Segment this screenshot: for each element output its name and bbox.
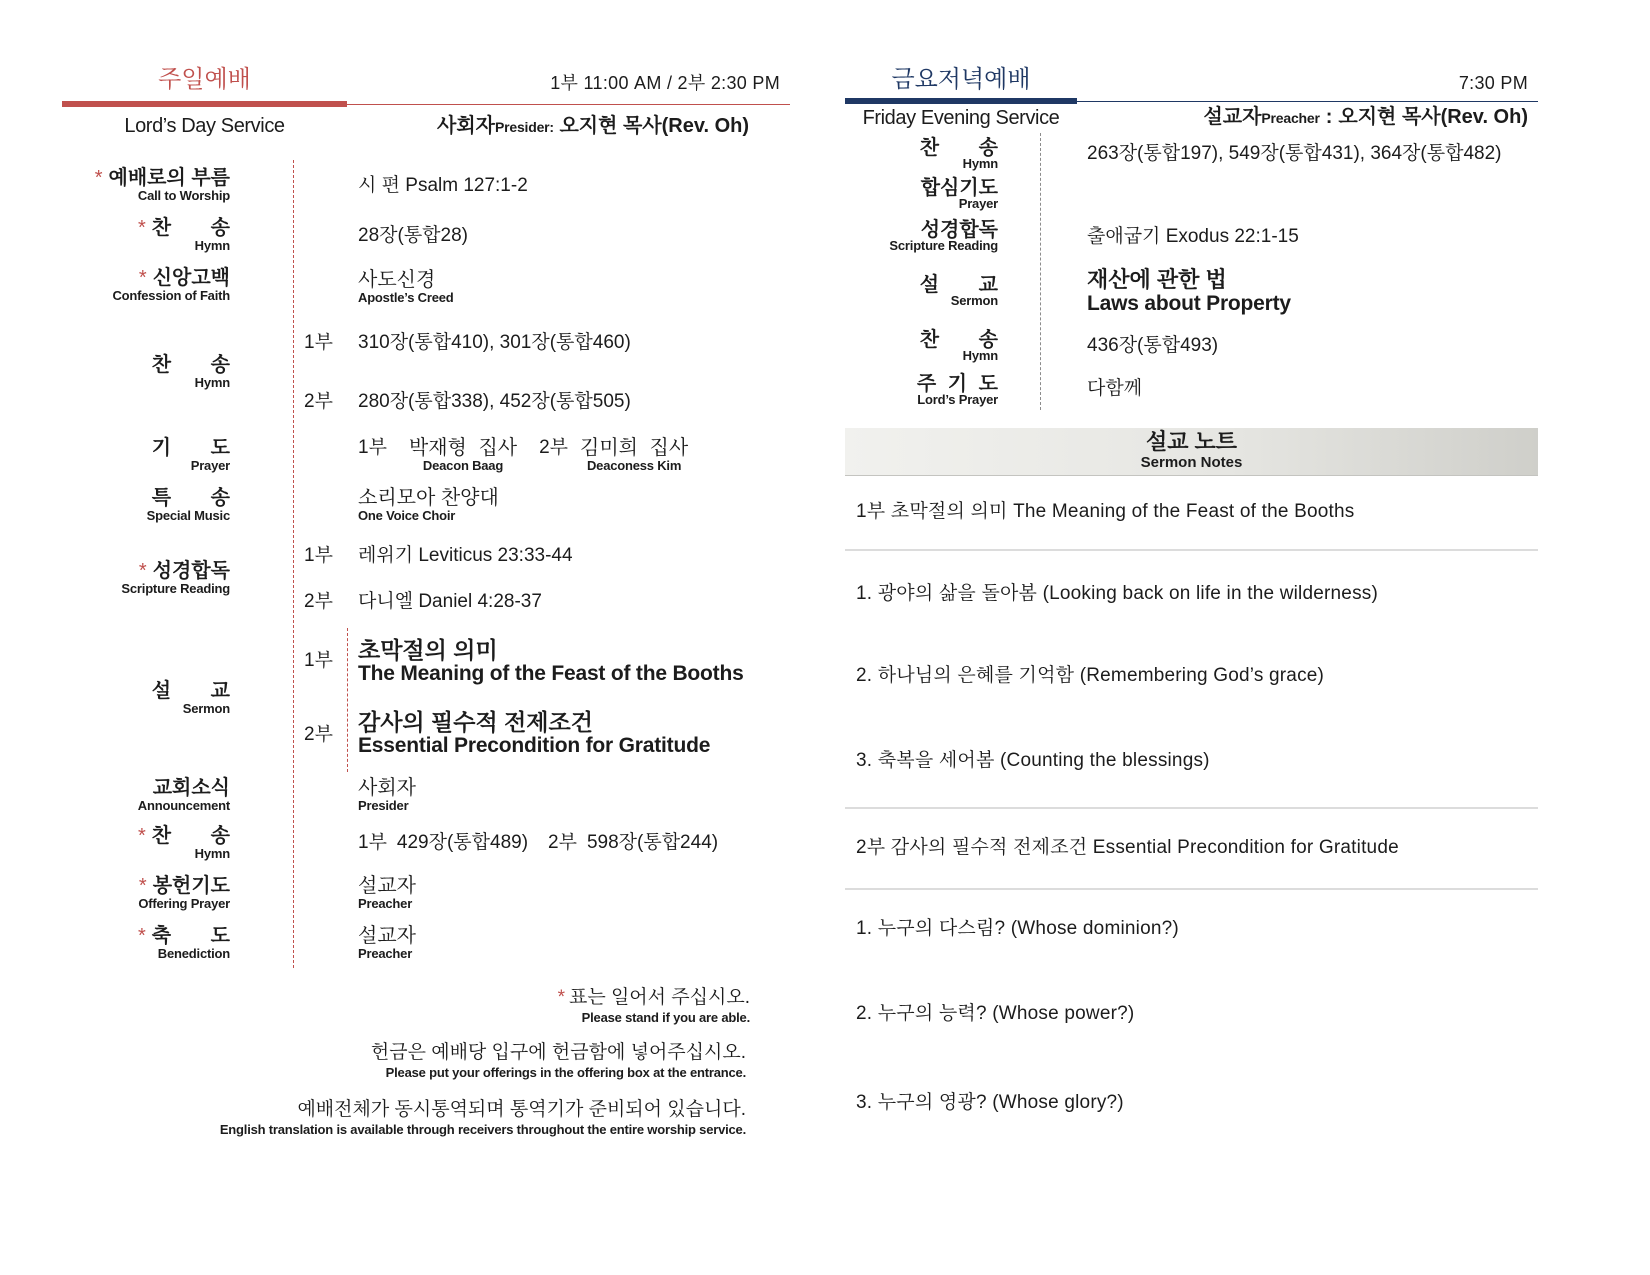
scripture-part1-text: 레위기 Leviticus 23:33-44	[358, 545, 573, 566]
label-en: Scripture Reading	[121, 581, 230, 596]
friday-scripture-text: 출애굽기 Exodus 22:1-15	[1087, 226, 1299, 247]
label-en: Scripture Reading	[889, 238, 998, 253]
friday-sermon-title	[1087, 268, 1291, 316]
sermon-notes-header	[845, 428, 1538, 476]
sunday-time: 1부 11:00 AM / 2부 2:30 PM	[550, 73, 780, 93]
content-en: Preacher	[358, 896, 413, 911]
label-ko: 기 도	[151, 437, 230, 459]
content-ko: 소리모아 찬양대	[358, 487, 499, 509]
label-en: Hymn	[962, 156, 998, 171]
label-en: Offering Prayer	[138, 896, 230, 911]
label-scripture-reading	[60, 560, 230, 596]
friday-closing-hymn-text: 436장(통합493)	[1087, 335, 1219, 356]
offering-prayer-text	[358, 875, 416, 911]
sermon-note-point: 1. 광야의 삶을 돌아봄 (Looking back on life in the wilderness)	[856, 583, 1378, 604]
preacher-separator: :	[1325, 106, 1333, 128]
note-en: Please put your offerings in the offering box at the entrance.	[385, 1065, 746, 1080]
label-sermon	[828, 276, 998, 308]
label-en: Call to Worship	[137, 188, 230, 203]
stand-mark: *	[94, 167, 103, 189]
friday-hymn-text: 263장(통합197), 549장(통합431), 364장(통합482)	[1087, 143, 1502, 164]
sunday-presider	[437, 114, 749, 139]
benediction-text	[358, 925, 416, 961]
label-ko: 찬 송	[151, 354, 230, 376]
label-ko: 예배로의 부름	[108, 167, 230, 189]
label-en: Hymn	[194, 846, 230, 861]
sermon-title-part1	[358, 638, 744, 686]
sermon-note-point: 3. 누구의 영광? (Whose glory?)	[856, 1092, 1124, 1113]
friday-title-bar	[845, 98, 1077, 104]
note-offering	[100, 1042, 746, 1080]
content-en: Preacher	[358, 946, 413, 961]
label-en: Sermon	[950, 293, 998, 308]
sermon-note-heading: 1부 초막절의 의미 The Meaning of the Feast of the Booths	[856, 501, 1355, 522]
sunday-divider	[293, 160, 294, 968]
service-part-label: 1부	[304, 650, 333, 671]
preacher-name: 오지현 목사(Rev. Oh)	[1338, 106, 1528, 128]
sermon-note-point: 3. 축복을 세어봄 (Counting the blessings)	[856, 750, 1210, 771]
service-part-label: 1부	[358, 437, 387, 458]
closing-hymn-text	[358, 832, 718, 854]
sermon-title-en: Laws about Property	[1087, 292, 1291, 315]
stand-mark: *	[138, 825, 146, 847]
label-announcement	[60, 777, 230, 813]
label-ko: 설 교	[919, 274, 998, 296]
stand-mark: *	[138, 217, 146, 239]
label-ko: 찬 송	[151, 825, 230, 847]
content-en: Presider	[358, 798, 409, 813]
label-en: Hymn	[194, 375, 230, 390]
scripture-part2-text: 다니엘 Daniel 4:28-37	[358, 591, 542, 612]
label-lords-prayer	[828, 375, 998, 407]
label-ko: 봉헌기도	[152, 875, 230, 897]
sunday-header-rule	[347, 104, 790, 105]
stand-mark: *	[138, 875, 147, 897]
hymn-part2-text: 280장(통합338), 452장(통합505)	[358, 391, 631, 412]
note-ko: 표는 일어서 주십시오.	[568, 987, 750, 1008]
service-part-label: 2부	[548, 832, 577, 853]
preacher-label-ko: 설교자	[1203, 106, 1262, 128]
label-scripture-reading	[828, 221, 998, 253]
label-ko: 설 교	[151, 680, 230, 702]
content-ko: 설교자	[358, 875, 416, 897]
presider-name: 오지현 목사(Rev. Oh)	[559, 115, 750, 137]
label-en: Confession of Faith	[112, 288, 230, 303]
leader-name: 박재형 집사	[408, 437, 518, 459]
sermon-title-en: Essential Precondition for Gratitude	[358, 734, 711, 757]
note-divider	[845, 807, 1538, 809]
label-hymn	[60, 354, 230, 390]
leader-name: 김미희 집사	[580, 437, 689, 459]
note-divider	[845, 888, 1538, 890]
presider-label-ko: 사회자	[437, 115, 495, 137]
content-en: Apostle’s Creed	[358, 290, 454, 305]
call-to-worship-text: 시 편 Psalm 127:1-2	[358, 175, 528, 196]
label-hymn	[828, 331, 998, 363]
label-en: Prayer	[958, 196, 998, 211]
special-music-text	[358, 487, 499, 523]
friday-title: 금요저녁예배	[891, 66, 1031, 93]
label-ko: 신앙고백	[152, 267, 230, 289]
sermon-note-heading: 2부 감사의 필수적 전제조건 Essential Precondition for Gratitude	[856, 837, 1399, 858]
sermon-title-ko: 감사의 필수적 전제조건	[358, 709, 593, 735]
preacher-label-en: Preacher	[1261, 110, 1320, 126]
label-ko: 찬 송	[919, 329, 998, 351]
label-ko: 찬 송	[151, 217, 230, 239]
content-en: One Voice Choir	[358, 508, 456, 523]
sermon-note-point: 2. 누구의 능력? (Whose power?)	[856, 1003, 1135, 1024]
friday-subtitle: Friday Evening Service	[862, 107, 1060, 129]
label-en: Sermon	[182, 701, 230, 716]
label-hymn	[60, 825, 230, 861]
label-en: Special Music	[146, 508, 230, 523]
label-en: Benediction	[157, 946, 230, 961]
announcement-text	[358, 777, 416, 813]
label-hymn	[828, 139, 998, 171]
stand-mark: *	[138, 267, 147, 289]
label-confession-of-faith	[60, 267, 230, 303]
friday-preacher	[1128, 105, 1528, 130]
label-ko: 성경합독	[152, 560, 230, 582]
label-ko: 성경합독	[920, 219, 998, 241]
service-part-label: 2부	[539, 437, 569, 458]
sermon-divider	[347, 628, 348, 772]
prayer-leaders	[358, 437, 688, 473]
note-divider	[845, 549, 1538, 551]
label-en: Hymn	[962, 348, 998, 363]
service-part-label: 2부	[304, 391, 333, 412]
service-part-label: 2부	[304, 724, 333, 745]
stand-mark: *	[138, 925, 146, 947]
note-en: English translation is available through receivers throughout the entire worship service.	[219, 1122, 746, 1137]
sermon-title-part2	[358, 710, 710, 758]
service-part-label: 1부	[304, 332, 333, 353]
label-en: Announcement	[137, 798, 230, 813]
sunday-title: 주일예배	[158, 66, 251, 93]
service-part-label: 1부	[304, 545, 333, 566]
label-en: Lord’s Prayer	[917, 392, 998, 407]
label-ko: 주 기 도	[916, 373, 998, 395]
note-en: Please stand if you are able.	[581, 1010, 750, 1025]
friday-divider	[1040, 133, 1041, 410]
note-stand	[100, 987, 750, 1025]
sunday-title-bar	[62, 101, 347, 107]
sermon-title-ko: 재산에 관한 법	[1087, 267, 1227, 292]
label-ko: 합심기도	[920, 177, 998, 199]
prayer-leader	[409, 437, 517, 473]
presider-label-en: Presider:	[494, 119, 554, 135]
content-ko: 설교자	[358, 925, 416, 947]
label-benediction	[60, 925, 230, 961]
stand-mark: *	[138, 560, 147, 582]
label-ko: 교회소식	[152, 777, 230, 799]
friday-header-rule	[1077, 101, 1538, 102]
sermon-note-point: 1. 누구의 다스림? (Whose dominion?)	[856, 918, 1179, 939]
lords-prayer-text: 다함께	[1087, 378, 1143, 399]
label-special-music	[60, 487, 230, 523]
label-ko: 찬 송	[919, 137, 998, 159]
leader-name-en: Deaconess Kim	[586, 458, 682, 473]
note-ko: 헌금은 예배당 입구에 헌금함에 넣어주십시오.	[370, 1042, 746, 1063]
sermon-notes-title-en: Sermon Notes	[1140, 454, 1243, 471]
label-prayer	[828, 179, 998, 211]
stand-mark: *	[557, 987, 565, 1008]
note-ko: 예배전체가 동시통역되며 통역기가 준비되어 있습니다.	[297, 1099, 746, 1120]
prayer-leader	[580, 437, 688, 473]
friday-time: 7:30 PM	[1458, 73, 1528, 93]
label-hymn	[60, 217, 230, 253]
note-translation	[100, 1099, 746, 1137]
opening-hymn-text: 28장(통합28)	[358, 225, 468, 246]
service-part-label: 1부	[358, 832, 387, 853]
service-part-label: 2부	[304, 591, 333, 612]
leader-name-en: Deacon Baag	[422, 458, 504, 473]
label-offering-prayer	[60, 875, 230, 911]
hymn-number: 598장(통합244)	[586, 832, 719, 853]
label-prayer	[60, 437, 230, 473]
label-sermon	[60, 680, 230, 716]
sunday-subtitle: Lord’s Day Service	[124, 115, 285, 137]
confession-text	[358, 269, 454, 305]
hymn-part1-text: 310장(통합410), 301장(통합460)	[358, 332, 631, 353]
label-ko: 축 도	[151, 925, 230, 947]
label-en: Prayer	[190, 458, 230, 473]
content-ko: 사도신경	[358, 269, 436, 291]
sermon-note-point: 2. 하나님의 은혜를 기억함 (Remembering God’s grace)	[856, 665, 1325, 686]
sermon-title-ko: 초막절의 의미	[358, 637, 498, 663]
label-en: Hymn	[194, 238, 230, 253]
label-ko: 특 송	[151, 487, 230, 509]
sermon-title-en: The Meaning of the Feast of the Booths	[358, 662, 744, 685]
content-ko: 사회자	[358, 777, 416, 799]
sermon-notes-title-ko: 설교 노트	[1145, 429, 1238, 454]
hymn-number: 429장(통합489)	[396, 832, 529, 853]
label-call-to-worship	[60, 167, 230, 203]
